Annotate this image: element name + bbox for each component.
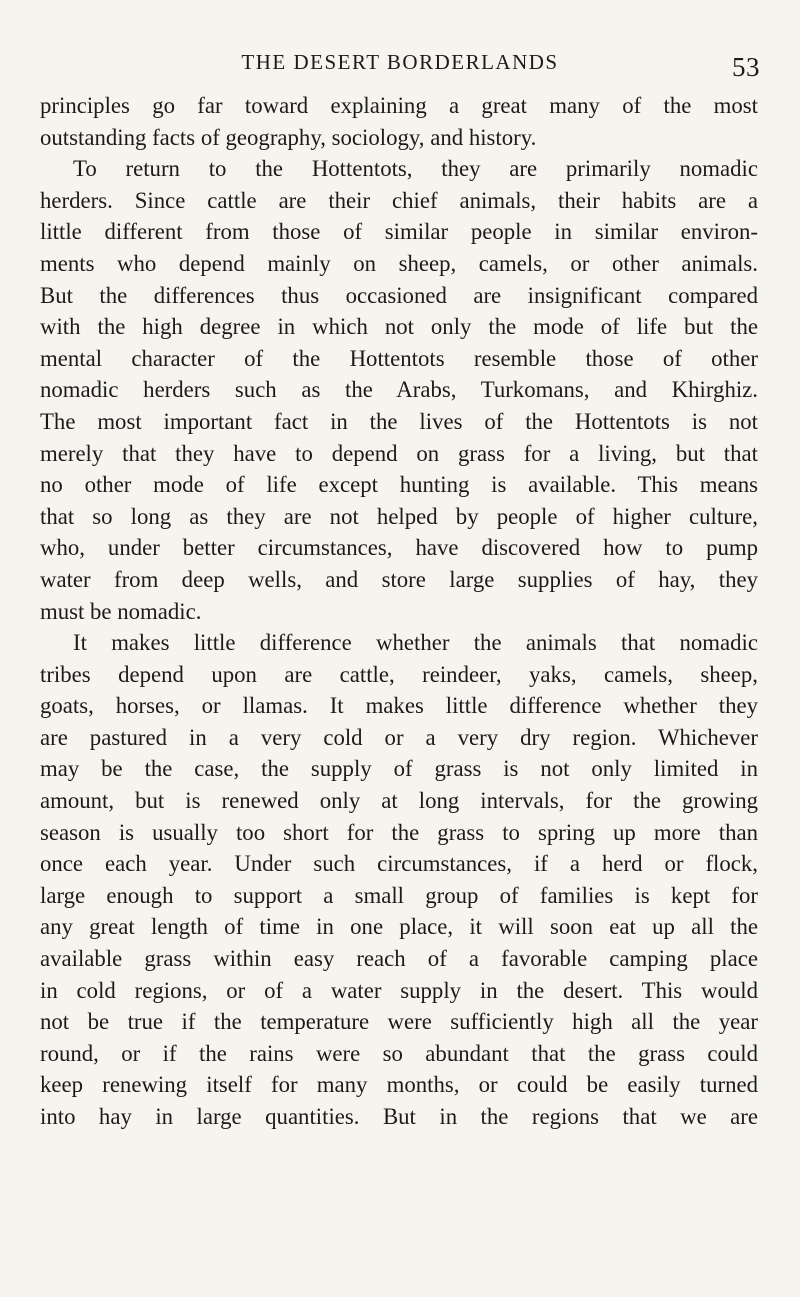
text-line: outstanding facts of geography, sociology, and history. <box>40 124 537 150</box>
text-line: But the differences thus occasioned are insignificant compared <box>40 282 758 308</box>
text-line: into hay in large quantities. But in the regions that we are <box>40 1104 758 1129</box>
body-text <box>40 90 758 1133</box>
text-line: large enough to support a small group of families is kept for <box>40 882 758 908</box>
paragraph <box>40 627 758 1133</box>
text-line: with the high degree in which not only the mode of life but the <box>40 314 758 340</box>
text-line: no other mode of life except hunting is available. This means <box>40 472 758 498</box>
text-line: ments who depend mainly on sheep, camels, or other animals. <box>40 250 758 276</box>
text-line: in cold regions, or of a water supply in the desert. This would <box>40 977 758 1003</box>
text-line: It makes little difference whether the animals that nomadic <box>73 630 758 656</box>
text-line: little different from those of similar people in similar environ- <box>40 219 758 245</box>
text-line: To return to the Hottentots, they are primarily nomadic <box>73 156 758 182</box>
text-line: are pastured in a very cold or a very dry region. Whichever <box>40 724 758 750</box>
text-line: merely that they have to depend on grass for a living, but that <box>40 440 758 466</box>
text-line: goats, horses, or llamas. It makes little difference whether they <box>40 693 758 719</box>
text-line: any great length of time in one place, it will soon eat up all the <box>40 914 758 940</box>
page-number: 53 <box>732 52 760 82</box>
text-line: may be the case, the supply of grass is not only limited in <box>40 756 758 782</box>
text-line: who, under better circumstances, have discovered how to pump <box>40 535 758 561</box>
text-line: tribes depend upon are cattle, reindeer, yaks, camels, sheep, <box>40 661 758 687</box>
running-head <box>40 44 760 84</box>
text-line: principles go far toward explaining a great many of the most <box>40 93 758 118</box>
text-line: keep renewing itself for many months, or could be easily turned <box>40 1072 758 1098</box>
text-line: herders. Since cattle are their chief animals, their habits are a <box>40 187 758 213</box>
paragraph <box>40 90 758 153</box>
paragraph <box>40 153 758 627</box>
text-line: that so long as they are not helped by people of higher culture, <box>40 503 758 529</box>
running-title: THE DESERT BORDERLANDS <box>241 50 559 74</box>
text-line: season is usually too short for the grass to spring up more than <box>40 819 758 845</box>
text-line: once each year. Under such circumstances, if a herd or flock, <box>40 851 758 877</box>
text-line: The most important fact in the lives of the Hottentots is not <box>40 408 758 434</box>
text-line: water from deep wells, and store large supplies of hay, they <box>40 566 758 592</box>
text-line: available grass within easy reach of a favorable camping place <box>40 946 758 972</box>
text-line: nomadic herders such as the Arabs, Turkomans, and Khirghiz. <box>40 377 758 403</box>
text-line: amount, but is renewed only at long intervals, for the growing <box>40 788 758 814</box>
text-line: not be true if the temperature were sufficiently high all the year <box>40 1009 758 1035</box>
text-line: mental character of the Hottentots resemble those of other <box>40 345 758 371</box>
text-line: round, or if the rains were so abundant that the grass could <box>40 1040 758 1066</box>
text-line: must be nomadic. <box>40 598 202 624</box>
